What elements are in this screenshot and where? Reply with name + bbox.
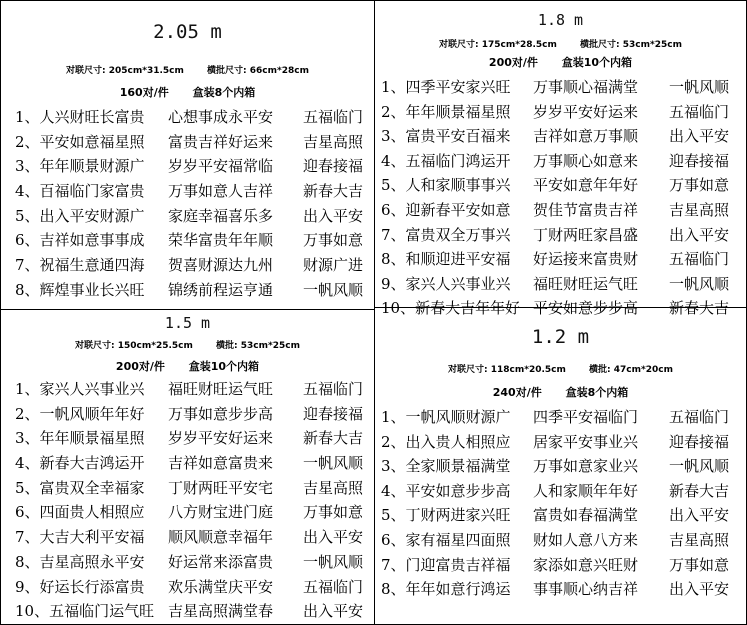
couplet-second-line: 好运常来添富贵 — [168, 552, 274, 571]
couplet-row — [1, 526, 374, 551]
panel-size-title: 1.2 m — [531, 326, 590, 348]
couplet-row — [1, 254, 374, 279]
couplet-second-line: 八方财宝进门庭 — [168, 503, 274, 522]
couplet-banner: 出入平安 — [303, 528, 364, 547]
couplet-second-line: 万事如意步步高 — [168, 404, 274, 423]
couplet-row — [375, 273, 746, 298]
couplet-second-line: 岁岁平安好运来 — [168, 429, 274, 448]
couplet-second-line: 岁岁平安好运来 — [533, 102, 639, 121]
couplet-second-line: 锦绣前程运亨通 — [168, 280, 274, 299]
banner-size: 横批尺寸: 66cm*28cm — [207, 66, 309, 76]
couplet-banner: 出入平安 — [303, 602, 364, 621]
couplet-size: 对联尺寸: 118cm*20.5cm — [448, 365, 566, 375]
couplet-second-line: 顺风顺意幸福年 — [168, 528, 274, 547]
pairs-per-carton: 200对/件 — [115, 360, 165, 373]
couplet-first-line: 9、家兴人兴事业兴 — [381, 274, 511, 293]
couplet-second-line: 荣华富贵年年顺 — [168, 231, 274, 250]
couplet-second-line: 好运接来富贵财 — [533, 250, 639, 269]
couplet-second-line: 福旺财旺运气旺 — [533, 274, 639, 293]
couplet-first-line: 8、辉煌事业长兴旺 — [15, 280, 145, 299]
couplet-banner: 迎春接福 — [669, 151, 730, 170]
couplet-banner: 新春大吉 — [669, 299, 730, 318]
couplet-banner: 迎春接福 — [303, 404, 364, 423]
couplet-row — [1, 155, 374, 180]
couplet-banner: 一帆风顺 — [669, 78, 730, 96]
couplet-second-line: 人和家顺年年好 — [533, 481, 639, 500]
couplet-first-line: 6、家有福星四面照 — [381, 530, 511, 549]
couplet-row — [1, 501, 374, 526]
couplet-banner: 一帆风顺 — [303, 280, 364, 299]
panel-1-2m — [375, 308, 746, 624]
couplet-row — [1, 378, 374, 403]
couplet-second-line: 家庭幸福喜乐多 — [168, 206, 274, 225]
couplet-banner: 五福临门 — [303, 380, 364, 398]
panel-1-5m — [1, 310, 374, 624]
box-count: 盒装10个内箱 — [188, 360, 260, 373]
couplet-banner: 万事如意 — [303, 503, 364, 522]
couplet-second-line: 事事顺心纳吉祥 — [533, 580, 639, 599]
couplet-first-line: 6、吉祥如意事事成 — [15, 231, 145, 250]
couplet-second-line: 居家平安事业兴 — [533, 432, 639, 451]
couplet-second-line: 心想事成永平安 — [168, 108, 274, 126]
couplet-second-line: 吉祥如意万事顺 — [533, 127, 639, 146]
couplet-second-line: 富贵如春福满堂 — [533, 506, 639, 525]
couplet-first-line: 5、人和家顺事事兴 — [381, 176, 511, 195]
panel-dimensions — [1, 63, 374, 81]
couplet-second-line: 吉星高照满堂春 — [168, 602, 274, 621]
couplet-first-line: 1、四季平安家兴旺 — [381, 78, 511, 96]
couplet-row — [1, 427, 374, 452]
couplet-banner: 五福临门 — [669, 102, 730, 121]
couplet-row — [375, 554, 746, 579]
couplet-first-line: 6、迎新春平安如意 — [381, 200, 511, 219]
couplet-first-line: 2、一帆风顺年年好 — [15, 404, 145, 423]
couplet-first-line: 6、四面贵人相照应 — [15, 503, 145, 522]
couplet-row — [1, 106, 374, 131]
panel-dimensions — [375, 37, 746, 51]
couplet-first-line: 7、大吉大利平安福 — [15, 528, 145, 547]
couplet-first-line: 1、人兴财旺长富贵 — [15, 108, 145, 126]
couplet-first-line: 5、出入平安财源广 — [15, 206, 145, 225]
panel-packing — [375, 54, 746, 76]
couplet-banner: 一帆风顺 — [669, 457, 730, 476]
couplet-row — [1, 131, 374, 156]
couplet-list — [375, 406, 746, 603]
panel-size-title: 1.8 m — [537, 11, 584, 29]
couplet-first-line: 3、富贵平安百福来 — [381, 127, 511, 146]
couplet-second-line: 家添如意兴旺财 — [533, 555, 639, 574]
couplet-first-line: 3、年年顺景财源广 — [15, 157, 145, 176]
couplet-first-line: 2、平安如意福星照 — [15, 132, 145, 151]
couplet-first-line: 10、五福临门运气旺 — [15, 602, 155, 621]
panel-2-05m — [1, 1, 374, 309]
couplet-banner: 出入平安 — [669, 225, 730, 244]
couplet-first-line: 2、出入贵人相照应 — [381, 432, 511, 451]
couplet-banner: 万事如意 — [303, 231, 364, 250]
couplet-banner: 出入平安 — [669, 127, 730, 146]
couplet-banner: 新春大吉 — [303, 429, 364, 448]
pairs-per-carton: 240对/件 — [492, 386, 542, 399]
couplet-row — [375, 174, 746, 199]
couplet-row — [375, 101, 746, 126]
couplet-size: 对联尺寸: 150cm*25.5cm — [75, 341, 193, 351]
couplet-row — [1, 279, 374, 304]
box-count: 盒装10个内箱 — [561, 56, 633, 69]
couplet-first-line: 10、新春大吉年年好 — [381, 299, 521, 318]
couplet-row — [375, 248, 746, 273]
couplet-banner: 新春大吉 — [669, 481, 730, 500]
couplet-row — [1, 205, 374, 230]
couplet-first-line: 4、新春大吉鸿运开 — [15, 454, 145, 473]
couplet-banner: 五福临门 — [669, 250, 730, 269]
pairs-per-carton: 200对/件 — [488, 56, 538, 69]
couplet-first-line: 5、丁财两进家兴旺 — [381, 506, 511, 525]
couplet-banner: 迎春接福 — [669, 432, 730, 451]
couplet-banner: 新春大吉 — [303, 182, 364, 201]
couplet-first-line: 4、平安如意步步高 — [381, 481, 511, 500]
panel-packing — [375, 384, 746, 406]
couplet-banner: 一帆风顺 — [303, 454, 364, 473]
couplet-second-line: 贺喜财源达九州 — [168, 256, 274, 275]
couplet-second-line: 丁财两旺家昌盛 — [533, 225, 639, 244]
couplet-first-line: 3、年年顺景福星照 — [15, 429, 145, 448]
couplet-row — [375, 199, 746, 224]
banner-size: 横批尺寸: 53cm*25cm — [580, 40, 682, 50]
couplet-row — [375, 431, 746, 456]
couplet-row — [1, 576, 374, 601]
couplet-second-line: 平安如意步步高 — [533, 299, 639, 318]
couplet-banner: 出入平安 — [669, 580, 730, 599]
couplet-banner: 吉星高照 — [669, 530, 730, 549]
banner-size: 横批: 47cm*20cm — [589, 365, 673, 375]
couplet-banner: 五福临门 — [669, 408, 730, 426]
couplet-first-line: 8、吉星高照永平安 — [15, 552, 145, 571]
couplet-row — [1, 452, 374, 477]
panel-size-title: 2.05 m — [153, 21, 222, 43]
couplet-banner: 一帆风顺 — [669, 274, 730, 293]
pairs-per-carton: 160对/件 — [119, 86, 169, 99]
couplet-size: 对联尺寸: 205cm*31.5cm — [66, 66, 184, 76]
couplet-row — [375, 406, 746, 431]
panel-dimensions — [375, 362, 746, 380]
couplet-banner: 出入平安 — [669, 506, 730, 525]
couplet-second-line: 万事如意人吉祥 — [168, 182, 274, 201]
couplet-second-line: 四季平安福临门 — [533, 408, 639, 426]
couplet-row — [1, 551, 374, 576]
couplet-row — [375, 504, 746, 529]
couplet-row — [1, 477, 374, 502]
couplet-banner: 万事如意 — [669, 176, 730, 195]
couplet-first-line: 8、和顺迎进平安福 — [381, 250, 511, 269]
panel-1-8m — [375, 1, 746, 318]
couplet-second-line: 万事如意家业兴 — [533, 457, 639, 476]
box-count: 盒装8个内箱 — [565, 386, 629, 399]
couplet-row — [375, 480, 746, 505]
couplet-size: 对联尺寸: 175cm*28.5cm — [439, 40, 557, 50]
couplet-second-line: 富贵吉祥好运来 — [168, 132, 274, 151]
couplet-second-line: 丁财两旺平安宅 — [168, 478, 274, 497]
panel-size-title: 1.5 m — [164, 314, 211, 332]
couplet-row — [375, 125, 746, 150]
couplet-list — [1, 378, 374, 625]
couplet-row — [1, 229, 374, 254]
couplet-row — [375, 578, 746, 603]
couplet-first-line: 5、富贵双全幸福家 — [15, 478, 145, 497]
couplet-row — [375, 455, 746, 480]
couplet-banner: 五福临门 — [303, 577, 364, 596]
couplet-banner: 迎春接福 — [303, 157, 364, 176]
couplet-second-line: 岁岁平安福常临 — [168, 157, 274, 176]
couplet-second-line: 福旺财旺运气旺 — [168, 380, 274, 398]
banner-size: 横批: 53cm*25cm — [216, 341, 300, 351]
couplet-first-line: 7、富贵双全万事兴 — [381, 225, 511, 244]
couplet-row — [375, 76, 746, 101]
panel-packing — [1, 84, 374, 108]
couplet-row — [1, 403, 374, 428]
couplet-row — [375, 150, 746, 175]
couplet-banner: 吉星高照 — [303, 478, 364, 497]
couplet-row — [1, 180, 374, 205]
couplet-first-line: 3、全家顺景福满堂 — [381, 457, 511, 476]
couplet-banner: 五福临门 — [303, 108, 364, 126]
couplet-banner: 财源广进 — [303, 256, 364, 275]
couplet-first-line: 1、家兴人兴事业兴 — [15, 380, 145, 398]
couplet-row — [1, 600, 374, 625]
couplet-row — [375, 224, 746, 249]
couplet-first-line: 7、门迎富贵吉祥福 — [381, 555, 511, 574]
panel-dimensions — [1, 338, 374, 354]
couplet-second-line: 万事顺心如意来 — [533, 151, 639, 170]
couplet-second-line: 吉祥如意富贵来 — [168, 454, 274, 473]
couplet-row — [375, 529, 746, 554]
couplet-banner: 一帆风顺 — [303, 552, 364, 571]
couplet-first-line: 2、年年顺景福星照 — [381, 102, 511, 121]
couplet-banner: 吉星高照 — [303, 132, 364, 151]
couplet-second-line: 欢乐满堂庆平安 — [168, 577, 274, 596]
couplet-second-line: 贺佳节富贵吉祥 — [533, 200, 639, 219]
couplet-second-line: 财如人意八方来 — [533, 530, 639, 549]
box-count: 盒装8个内箱 — [192, 86, 256, 99]
couplet-first-line: 4、百福临门家富贵 — [15, 182, 145, 201]
panel-packing — [1, 358, 374, 378]
couplet-list — [375, 76, 746, 322]
couplet-list — [1, 106, 374, 304]
couplet-second-line: 平安如意年年好 — [533, 176, 639, 195]
couplet-banner: 出入平安 — [303, 206, 364, 225]
couplet-first-line: 8、年年如意行鸿运 — [381, 580, 511, 599]
couplet-second-line: 万事顺心福满堂 — [533, 78, 639, 96]
couplet-first-line: 1、一帆风顺财源广 — [381, 408, 511, 426]
couplet-first-line: 7、祝福生意通四海 — [15, 256, 145, 275]
couplet-banner: 吉星高照 — [669, 200, 730, 219]
couplet-first-line: 4、五福临门鸿运开 — [381, 151, 511, 170]
couplet-banner: 万事如意 — [669, 555, 730, 574]
couplet-first-line: 9、好运长行添富贵 — [15, 577, 145, 596]
